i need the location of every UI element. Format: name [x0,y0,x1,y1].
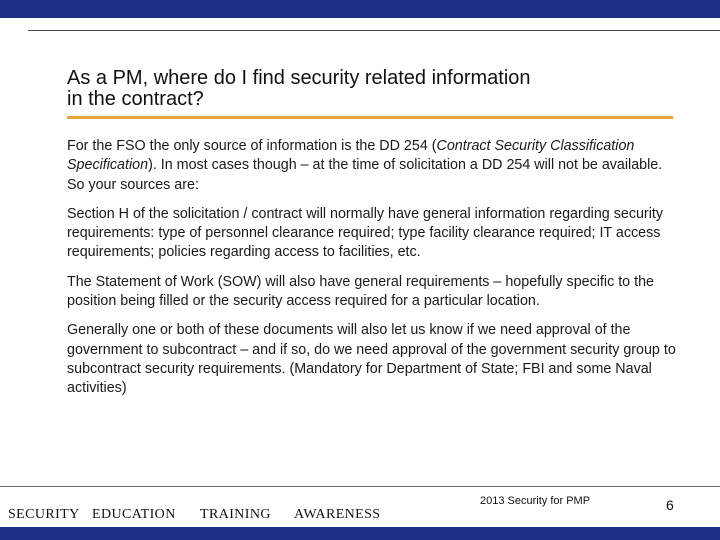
title-underline [67,116,673,119]
paragraph-sow: The Statement of Work (SOW) will also have general requirements – hopefully specific to the position being filled or the security access required for a particular location. [67,273,654,310]
top-banner-bar [0,0,720,18]
title-line-1: As a PM, where do I find security related information [67,67,531,89]
paragraph-subcontract: Generally one or both of these documents will also let us know if we need approval of the government to subcontract – and if so, do we need approval of the government security group to subcontract security requirements. (Mandatory for Department of State; FBI and some Naval activities) [67,322,676,397]
paragraph-section-h: Section H of the solicitation / contract will normally have general information regarding security requirements: type of personnel clearance required; type facility clearance required; IT access requirements; policies regarding access to facilities, etc. [67,205,663,261]
page-number: 6 [666,497,674,513]
para1-text-b: ). In most cases though – at the time of solicitation a DD 254 will not be available. So your sources are: [67,157,663,193]
top-divider [28,30,720,31]
para1-italic-title: Contract Security Classification Specification [67,138,635,174]
footer-note: 2013 Security for PMP [480,495,591,507]
paragraph-dd254 [67,137,677,195]
slide-body [67,137,677,409]
slide-title [67,68,667,110]
footer-education: EDUCATION [92,507,176,522]
footer-training: TRAINING [200,507,271,522]
footer-security: SECURITY [8,507,80,522]
footer-awareness: AWARENESS [294,507,381,522]
title-line-2: in the contract? [67,88,204,110]
footer-divider [0,486,720,487]
para1-text-a: For the FSO the only source of information is the DD 254 ( [67,138,437,154]
bottom-banner-bar [0,527,720,540]
